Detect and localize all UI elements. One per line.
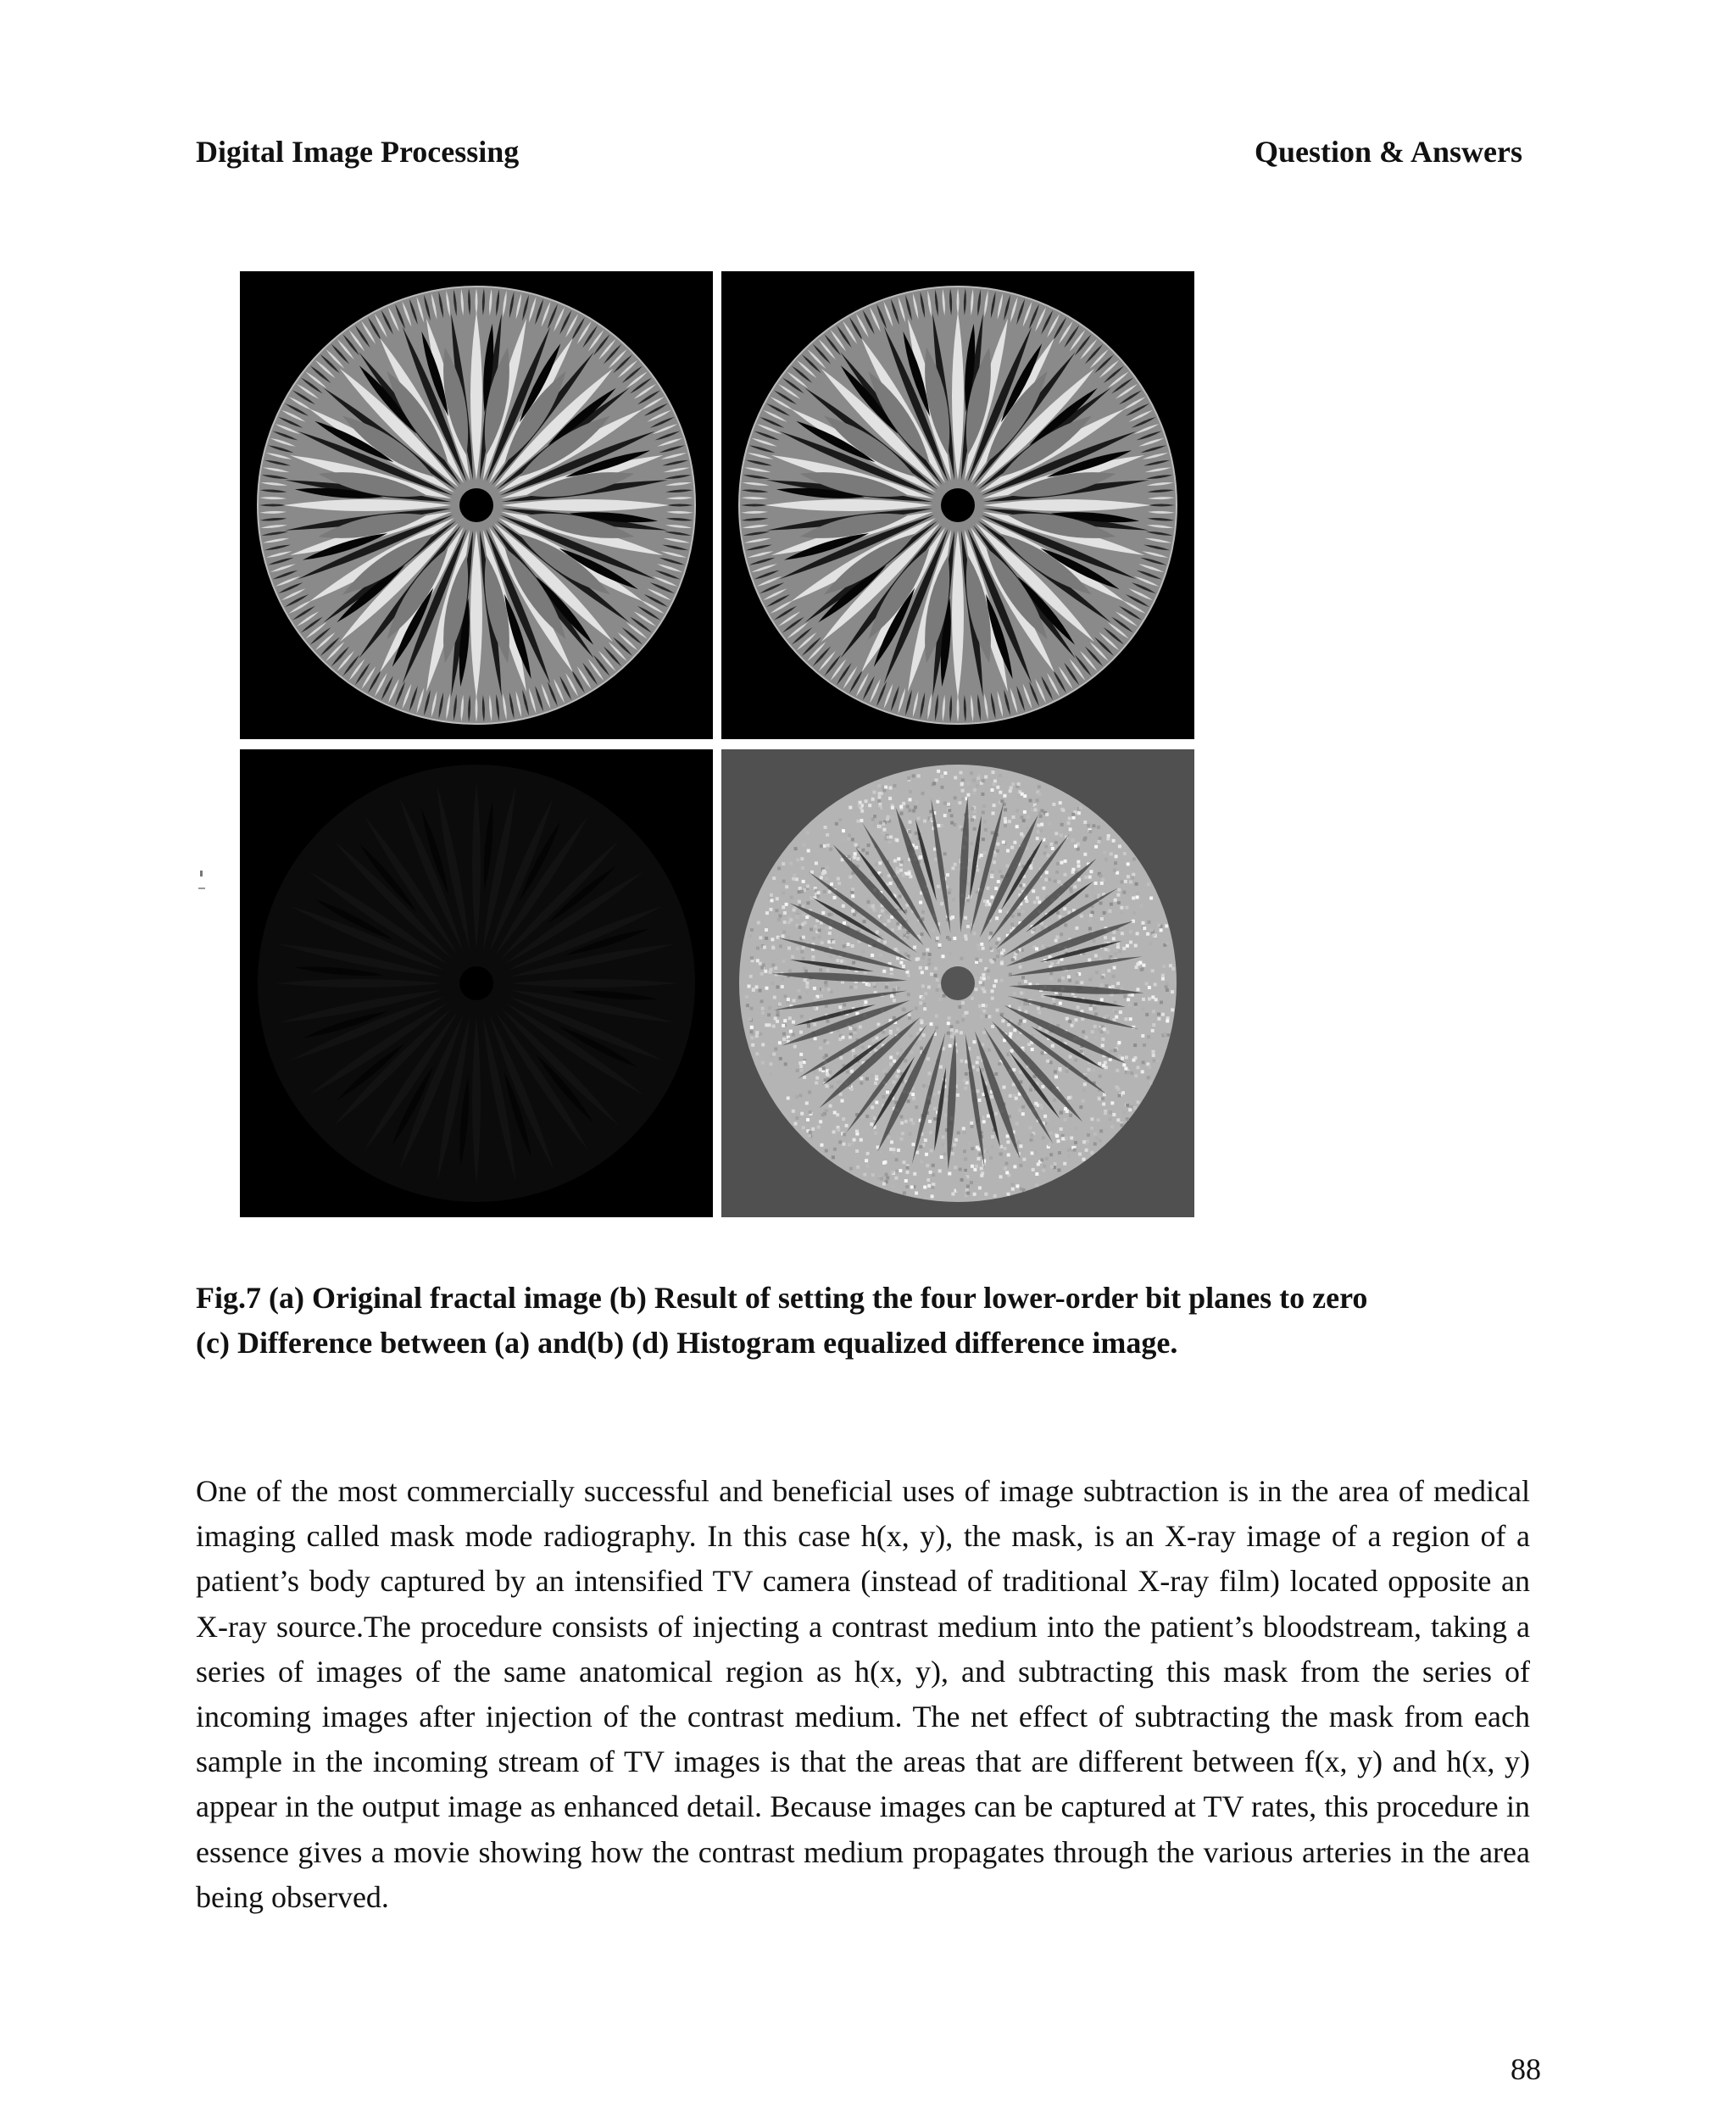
body-paragraph: One of the most commercially successful and beneficial uses of image subtraction is in the area of medical imaging called mask mode radiography. In this case h(x, y), the mask, is an X-ray image of a region of a patient’s body captured by an intensified TV camera (instead of traditional X-ray film) located opposite an X-ray source.The procedure consists of injecting a contrast medium into the patient’s bloodstream, taking a series of images of the same anatomical region as h(x, y), and subtracting this mask from the series of incoming images after injection of the contrast medium. The net effect of subtracting the mask from each sample in the incoming stream of TV images is that the areas that are different between f(x, y) and h(x, y) appear in the output image as enhanced detail. Because images can be captured at TV rates, this procedure in essence gives a movie showing how the contrast medium propagates through the various arteries in the area being observed. bbox=[196, 1474, 1530, 1914]
caption-line-2: (c) Difference between (a) and(b) (d) Histogram equalized difference image. bbox=[196, 1326, 1178, 1360]
figure-panel-b-bit-planes-zeroed bbox=[721, 271, 1194, 739]
figure-panel-a-original-fractal bbox=[240, 271, 713, 739]
figure-panel-d-equalized-difference bbox=[721, 749, 1194, 1217]
figure-panel-c-difference-image bbox=[240, 749, 713, 1217]
figure-7 bbox=[240, 271, 1194, 1221]
running-header-title: Digital Image Processing bbox=[196, 135, 520, 169]
caption-line-1: Fig.7 (a) Original fractal image (b) Result of setting the four lower-order bit planes to zero bbox=[196, 1281, 1368, 1315]
figure-caption bbox=[196, 1276, 1531, 1366]
page-number: 88 bbox=[1511, 2052, 1541, 2086]
stray-scan-mark bbox=[198, 869, 206, 894]
running-header-section: Question & Answers bbox=[1254, 135, 1522, 169]
